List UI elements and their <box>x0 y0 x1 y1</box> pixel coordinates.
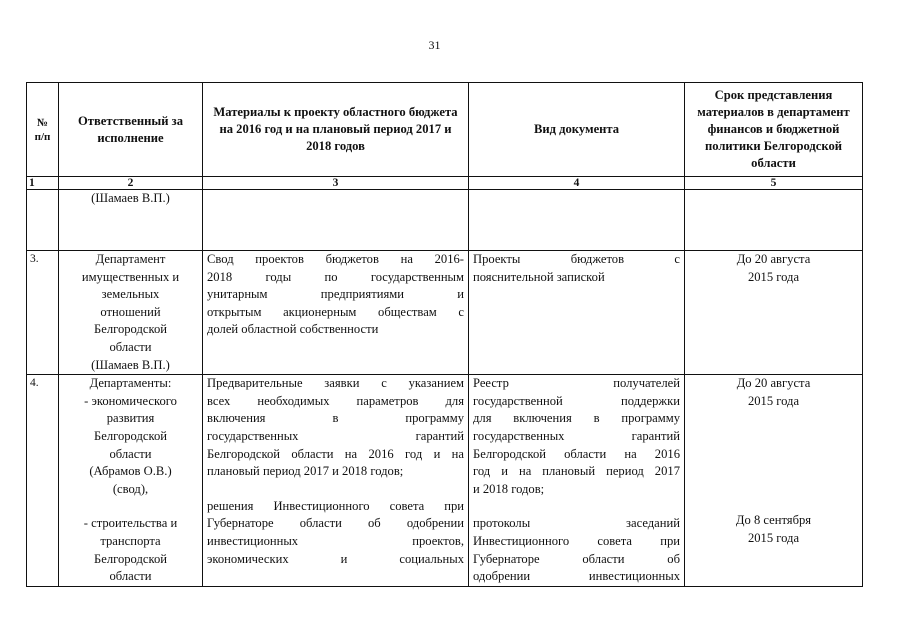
text-line: (Абрамов О.В.) <box>89 464 172 479</box>
text-line: открытым акционерным обществам с <box>207 304 464 319</box>
materials-cell <box>203 190 469 251</box>
text-line: Реестр получателей <box>473 376 680 391</box>
text-line: инвестиционных проектов, <box>207 533 464 548</box>
header-row <box>27 83 863 177</box>
spacer <box>63 498 198 515</box>
text-line: (Шамаев В.П.) <box>91 357 170 372</box>
text-line: всех необходимых параметров для <box>207 393 464 408</box>
text-line: для включения в программу <box>473 411 680 426</box>
text-line: решения Инвестиционного совета при <box>207 498 464 513</box>
table-row <box>27 375 863 587</box>
text-line: земельных <box>101 287 160 302</box>
header-responsible: Ответственный за исполнение <box>59 83 203 177</box>
responsible-cell <box>59 251 203 375</box>
text-line: год и на плановый период 2017 <box>473 464 680 479</box>
text-line: (свод), <box>112 481 149 496</box>
text-line: одобрении инвестиционных <box>473 569 680 584</box>
document-type-cell <box>469 190 685 251</box>
text-line: развития <box>106 411 155 426</box>
text-line: Белгородской области на 2016 <box>473 446 680 461</box>
deadline-cell <box>685 190 863 251</box>
materials-cell <box>203 251 469 375</box>
text-line: включения в программу <box>207 411 464 426</box>
text-line: Губернаторе области об одобрении <box>207 516 464 531</box>
text-line: государственных гарантий <box>207 428 464 443</box>
text-line: долей областной собственности <box>207 322 379 337</box>
table-row <box>27 190 863 251</box>
spacer <box>207 481 464 498</box>
header-document-type: Вид документа <box>469 83 685 177</box>
column-number-4: 4 <box>469 177 685 190</box>
spacer <box>689 444 858 461</box>
spacer <box>689 427 858 444</box>
spacer <box>689 495 858 512</box>
header-materials: Материалы к проекту областного бюджета на 2016 год и на плановый период 2017 и 2018 годов <box>203 83 469 177</box>
column-number-5: 5 <box>685 177 863 190</box>
text-line: 2015 года <box>747 393 800 408</box>
text-line: государственной поддержки <box>473 393 680 408</box>
text-line: экономических и социальных <box>207 551 464 566</box>
responsible-cell <box>59 375 203 587</box>
deadline-cell <box>685 251 863 375</box>
text-line: Белгородской области на 2016 год и на <box>207 446 464 461</box>
text-line: отношений <box>100 304 161 319</box>
text-line: Департамент <box>95 252 166 266</box>
text-line: Белгородской <box>94 551 167 566</box>
text-line: протоколы заседаний <box>473 516 680 531</box>
budget-materials-table <box>26 82 863 587</box>
text-line: Департаменты: <box>89 376 172 391</box>
row-number <box>27 190 59 251</box>
text-line: Свод проектов бюджетов на 2016- <box>207 252 464 266</box>
text-line: (Шамаев В.П.) <box>91 191 170 205</box>
spacer <box>689 410 858 427</box>
header-deadline: Срок представления материалов в департамент финансов и бюджетной политики Белгородской области <box>685 83 863 177</box>
text-line: транспорта <box>100 533 161 548</box>
spacer <box>473 498 680 515</box>
document-type-cell <box>469 251 685 375</box>
column-number-row <box>27 177 863 190</box>
header-number: № п/п <box>27 83 59 177</box>
text-line: государственных гарантий <box>473 428 680 443</box>
text-line: унитарным предприятиями и <box>207 287 464 302</box>
materials-cell <box>203 375 469 587</box>
spacer <box>689 461 858 478</box>
text-line: пояснительной запиской <box>473 269 605 284</box>
column-number-3: 3 <box>203 177 469 190</box>
column-number-2: 2 <box>59 177 203 190</box>
text-line: имущественных и <box>81 269 180 284</box>
responsible-cell <box>59 190 203 251</box>
text-line: области <box>109 569 152 584</box>
text-line: Белгородской <box>94 428 167 443</box>
text-line: Белгородской <box>94 322 167 337</box>
page-number: 31 <box>428 38 441 52</box>
text-line: Проекты бюджетов с <box>473 252 680 266</box>
row-number: 3. <box>27 251 59 375</box>
table-row <box>27 251 863 375</box>
text-line: Губернаторе области об <box>473 551 680 566</box>
document-type-cell <box>469 375 685 587</box>
text-line: 2018 годы по государственным <box>207 269 464 284</box>
text-line: и 2018 годов; <box>473 481 545 496</box>
text-line: Инвестиционного совета при <box>473 533 680 548</box>
text-line: области <box>109 446 152 461</box>
spacer <box>689 478 858 495</box>
text-line: 2015 года <box>747 269 800 284</box>
text-line: 2015 года <box>747 530 800 545</box>
deadline-cell <box>685 375 863 587</box>
column-number-1: 1 <box>27 177 59 190</box>
text-line: До 20 августа <box>736 252 811 266</box>
text-line: До 20 августа <box>736 376 811 391</box>
text-line: - строительства и <box>83 516 178 531</box>
text-line: Предварительные заявки с указанием <box>207 376 464 391</box>
text-line: плановый период 2017 и 2018 годов; <box>207 464 404 479</box>
text-line: области <box>109 339 152 354</box>
row-number: 4. <box>27 375 59 587</box>
text-line: - экономического <box>84 393 177 408</box>
text-line: До 8 сентября <box>735 513 812 528</box>
